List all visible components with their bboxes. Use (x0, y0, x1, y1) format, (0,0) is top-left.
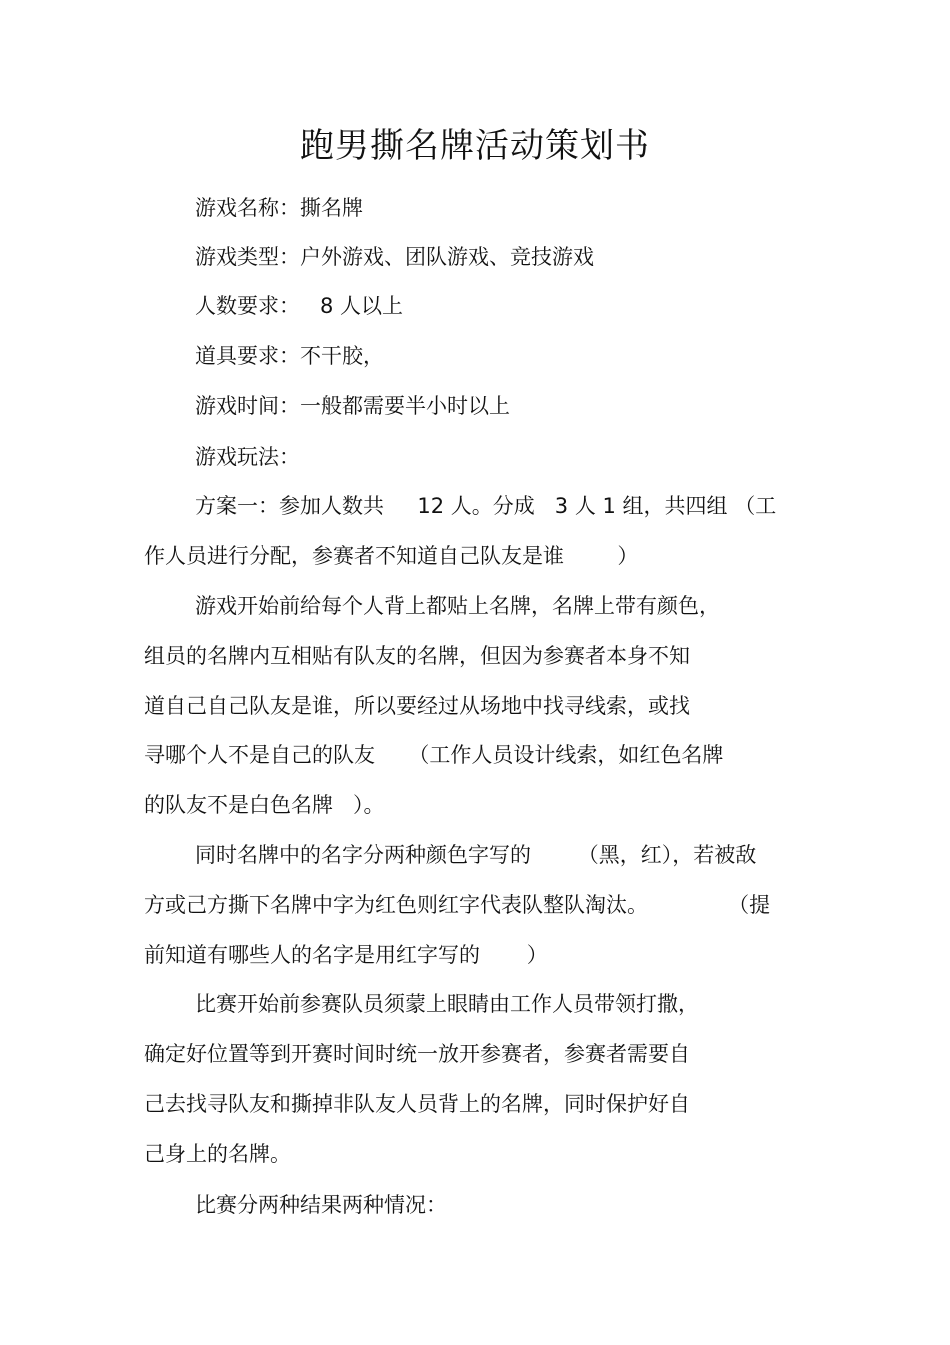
paragraph-line: 比赛开始前参赛队员须蒙上眼睛由工作人员带领打撒， (195, 992, 699, 1016)
paragraph-line: 寻哪个人不是自己的队友 （工作人员设计线索，如红色名牌 (144, 743, 724, 767)
paragraph-line: 方案一：参加人数共 12 人。分成 3 人 1 组，共四组 （工 (195, 494, 777, 518)
document-title: 跑男撕名牌活动策划书 (300, 126, 650, 166)
paragraph-line: 作人员进行分配，参赛者不知道自己队友是谁 ） (144, 544, 639, 568)
paragraph-line: 确定好位置等到开赛时间时统一放开参赛者，参赛者需要自 (144, 1042, 690, 1066)
paragraph-line: 组员的名牌内互相贴有队友的名牌，但因为参赛者本身不知 (144, 644, 690, 668)
paragraph-line: 己身上的名牌。 (144, 1142, 291, 1166)
paragraph-line: 道自己自己队友是谁，所以要经过从场地中找寻线索，或找 (144, 694, 690, 718)
paragraph-line: 游戏开始前给每个人背上都贴上名牌，名牌上带有颜色， (195, 594, 720, 618)
game-time-line: 游戏时间：一般都需要半小时以上 (195, 394, 510, 418)
paragraph-line: 前知道有哪些人的名字是用红字写的 ） (144, 943, 548, 967)
paragraph-line: 方或己方撕下名牌中字为红色则红字代表队整队淘汰。 （提 (144, 893, 771, 917)
props-line: 道具要求：不干胶， (195, 344, 384, 368)
paragraph-line: 的队友不是白色名牌 ）。 (144, 793, 385, 817)
results-heading: 比赛分两种结果两种情况： (195, 1193, 447, 1217)
paragraph-line: 同时名牌中的名字分两种颜色字写的 （黑，红），若被敌 (195, 843, 757, 867)
game-name-line: 游戏名称：撕名牌 (195, 196, 363, 220)
player-count-line: 人数要求： 8 人以上 (195, 294, 404, 318)
game-type-line: 游戏类型：户外游戏、团队游戏、竞技游戏 (195, 245, 594, 269)
gameplay-heading: 游戏玩法： (195, 445, 300, 469)
paragraph-line: 己去找寻队友和撕掉非队友人员背上的名牌，同时保护好自 (144, 1092, 690, 1116)
